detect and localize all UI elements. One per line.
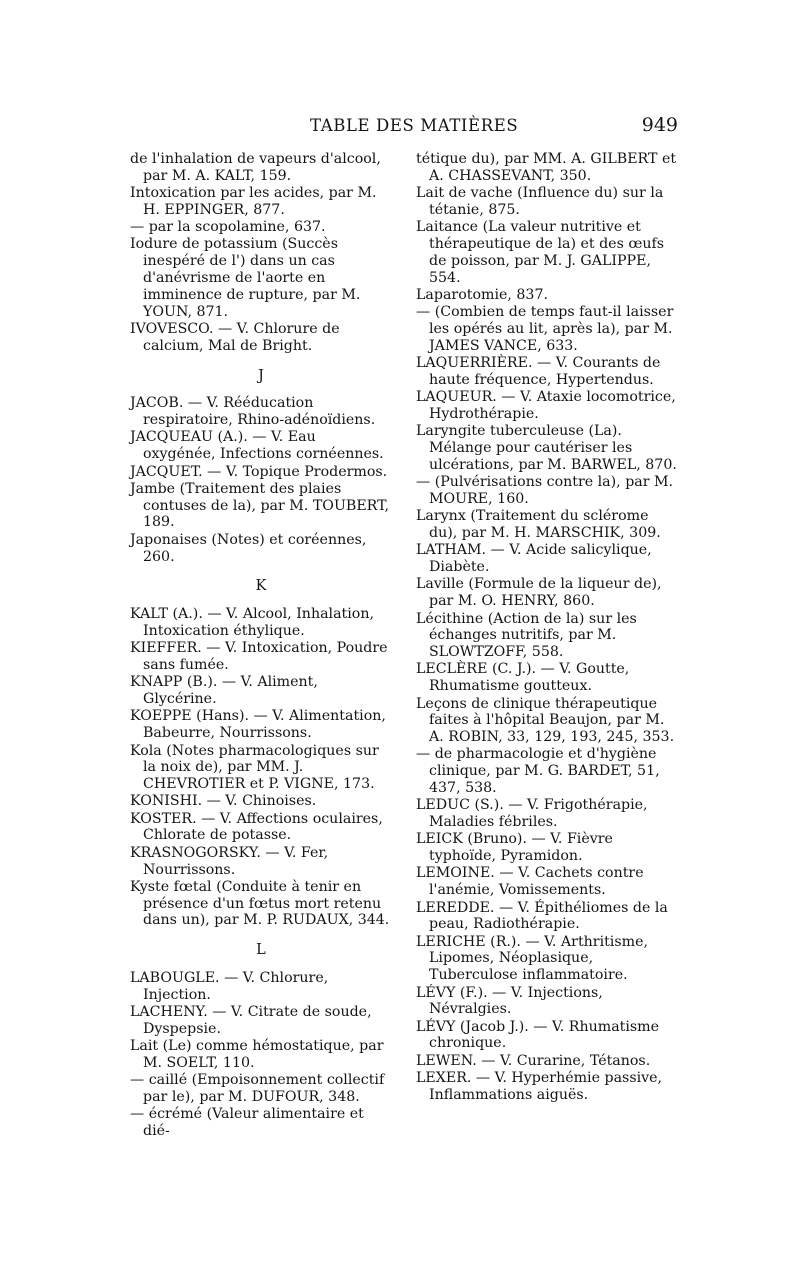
index-entry: Iodure de potassium (Succès inespéré de l') dans un cas d'anévrisme de l'aorte en imminence de rupture, par M. YOUN, 871. (130, 236, 361, 320)
index-entry: KALT (A.). — V. Alcool, Inhalation, Intoxication éthylique. (130, 606, 374, 639)
index-entry: LECLÈRE (C. J.). — V. Goutte, Rhumatisme goutteux. (416, 661, 630, 695)
index-entry: Lait de vache (Influence du) sur la tétanie, 875. (416, 185, 664, 218)
index-entry: LEICK (Bruno). — V. Fièvre typhoïde, Pyramidon. (416, 831, 613, 865)
index-entry: KIEFFER. — V. Intoxication, Poudre sans fumée. (130, 640, 388, 674)
index-entry: KONISHI. — V. Chinoises. (130, 793, 317, 810)
index-entry: LEWEN. — V. Curarine, Tétanos. (416, 1052, 651, 1069)
index-entry: — (Combien de temps faut-il laisser les opérés au lit, après la), par M. JAMES VANCE, 633. (416, 304, 674, 354)
index-entry: LAQUERRIÈRE. — V. Courants de haute fréquence, Hypertendus. (416, 355, 661, 388)
index-entry: tétique du), par MM. A. GILBERT et A. CHASSEVANT, 350. (416, 151, 677, 184)
page-number: 949 (641, 114, 678, 136)
index-entry: LEXER. — V. Hyperhémie passive, Inflammations aiguës. (416, 1070, 663, 1103)
page-header (128, 116, 678, 140)
index-entry: IVOVESCO. — V. Chlorure de calcium, Mal de Bright. (130, 320, 340, 354)
index-entry: Laparotomie, 837. (416, 286, 548, 303)
index-entry: LAQUEUR. — V. Ataxie locomotrice, Hydrothérapie. (416, 389, 676, 422)
index-entry: LEDUC (S.). — V. Frigothérapie, Maladies fébriles. (416, 797, 648, 831)
index-entry: JACQUET. — V. Topique Prodermos. (130, 463, 388, 480)
index-entry: LABOUGLE. — V. Chlorure, Injection. (130, 970, 329, 1003)
index-entry: LACHENY. — V. Citrate de soude, Dyspepsie. (130, 1004, 372, 1037)
index-entry: Laville (Formule de la liqueur de), par M. O. HENRY, 860. (416, 576, 662, 610)
index-entry: LÉVY (F.). — V. Injections, Névralgies. (416, 984, 603, 1018)
index-entry: LÉVY (Jacob J.). — V. Rhumatisme chronique. (416, 1018, 660, 1052)
index-entry: de l'inhalation de vapeurs d'alcool, par M. A. KALT, 159. (130, 151, 381, 184)
index-entry: Intoxication par les acides, par M. H. EPPINGER, 877. (130, 185, 377, 218)
index-entry: — (Pulvérisations contre la), par M. MOURE, 160. (416, 474, 674, 507)
index-entry: JACQUEAU (A.). — V. Eau oxygénée, Infections cornéennes. (130, 429, 384, 463)
index-entry: — de pharmacologie et d'hygiène clinique, par M. G. BARDET, 51, 437, 538. (416, 746, 660, 796)
index-entry: Lécithine (Action de la) sur les échanges nutritifs, par M. SLOWTZOFF, 558. (416, 610, 637, 661)
right-column (416, 151, 680, 1104)
running-title: TABLE DES MATIÈRES (310, 116, 519, 135)
index-entry: Kola (Notes pharmacologiques sur la noix de), par MM. J. CHEVROTIER et P. VIGNE, 173. (130, 742, 379, 793)
index-entry: — caillé (Empoisonnement collectif par le), par M. DUFOUR, 348. (130, 1072, 385, 1106)
index-entry: KNAPP (B.). — V. Aliment, Glycérine. (130, 674, 318, 708)
section-letter: K (255, 578, 267, 595)
left-column (130, 151, 392, 1141)
index-entry: Lait (Le) comme hémostatique, par M. SOELT, 110. (130, 1038, 384, 1072)
index-entry: Laryngite tuberculeuse (La). Mélange pour cautériser les ulcérations, par M. BARWEL, 870. (416, 423, 677, 473)
index-entry: KOEPPE (Hans). — V. Alimentation, Babeurre, Nourrissons. (130, 708, 386, 742)
index-entry: LEREDDE. — V. Épithéliomes de la peau, Radiothérapie. (416, 899, 668, 933)
index-entry: JACOB. — V. Rééducation respiratoire, Rhino-adénoïdiens. (130, 395, 376, 429)
index-entry: LATHAM. — V. Acide salicylique, Diabète. (416, 542, 652, 576)
section-letter: J (258, 367, 264, 384)
index-entry: Jambe (Traitement des plaies contuses de la), par M. TOUBERT, 189. (130, 480, 390, 531)
index-entry: — par la scopolamine, 637. (130, 219, 326, 236)
index-entry: Laitance (La valeur nutritive et thérapeutique de la) et des œufs de poisson, par M. J. GALIPPE, 554. (416, 219, 665, 286)
index-entry: KOSTER. — V. Affections oculaires, Chlorate de potasse. (130, 810, 383, 844)
index-entry: Larynx (Traitement du sclérome du), par M. H. MARSCHIK, 309. (416, 508, 661, 542)
index-entry: Japonaises (Notes) et coréennes, 260. (130, 531, 367, 565)
index-entry: LERICHE (R.). — V. Arthritisme, Lipomes, Néoplasique, Tuberculose inflammatoire. (416, 933, 648, 984)
section-letter: L (256, 942, 266, 959)
index-entry: KRASNOGORSKY. — V. Fer, Nourrissons. (130, 844, 329, 878)
index-entry: Leçons de clinique thérapeutique faites à l'hôpital Beaujon, par M. A. ROBIN, 33, 129, 193, 245, 353. (416, 695, 675, 746)
index-entry: LEMOINE. — V. Cachets contre l'anémie, Vomissements. (416, 865, 644, 899)
index-entry: — écrémé (Valeur alimentaire et dié- (130, 1106, 364, 1140)
index-entry: Kyste fœtal (Conduite à tenir en présence d'un fœtus mort retenu dans un), par M. P. RUDAUX, 344. (130, 878, 390, 929)
